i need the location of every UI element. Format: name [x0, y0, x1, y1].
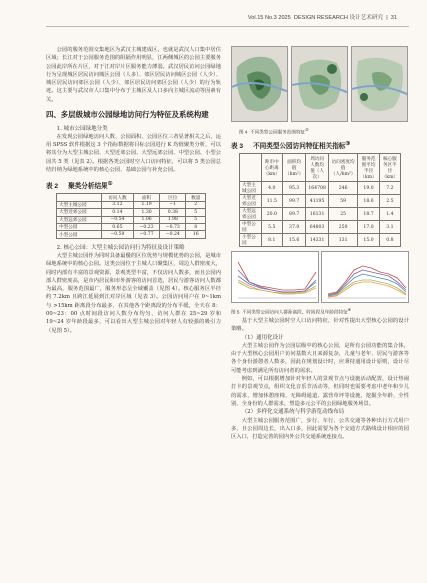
table-cell: 17.0	[358, 221, 379, 234]
paragraph: 例如，可以根据增加针对年轻人的景观节点与设施活动配置，设计热闹打卡的景观节点，组织文化音乐节活动等，但同时也需要考虑中老年和少儿的需求，增加休憩座椅、无障碍通道、露营草坪等设施，挖掘全年龄、全性别、全身份的人群需求，塑造多元公平的公园绿地服务场景。	[231, 376, 409, 407]
subsection-heading: （1）通用化设计	[241, 334, 284, 341]
table-cell: 164708	[306, 182, 329, 195]
table-cell: 3.1	[379, 221, 400, 234]
right-column	[231, 46, 409, 441]
subsection-heading: 1. 城市公园绿地分类	[56, 125, 108, 132]
left-column	[46, 46, 221, 335]
table-cell: 20.0	[261, 208, 282, 221]
table-row	[240, 195, 401, 208]
series-line	[238, 276, 316, 292]
table-cell: 2	[186, 201, 206, 208]
table-header-row	[57, 194, 206, 201]
paragraph: 大型主城公园作为公园层级中的核心公园，是所有公园功能的集合体，由于大型核心公园用户访问基数大且来源复杂，儿童与老年、居民与游客等各个身份游憩者人数多，因此在规划设计时，应秉持通用设计原则，设计尽可能考虑到满足所有访问者的需求。	[231, 342, 409, 374]
header-rule	[46, 26, 409, 27]
table-cell: 89.7	[282, 208, 305, 221]
service-area-map	[352, 47, 408, 122]
table-row	[57, 216, 206, 223]
table-cell: −0.23	[133, 223, 159, 230]
table-cell: 25	[328, 208, 357, 221]
table-header-cell: 区位	[160, 194, 186, 201]
table-cell: 8	[186, 223, 206, 230]
table-cell: 14331	[306, 234, 329, 247]
table-cell: 1.06	[133, 216, 159, 223]
table-cell: 18.6	[358, 195, 379, 208]
figure-caption: 图 5 不同类型公园访问人群距离段、时间段及年龄段特征④	[231, 308, 352, 315]
indicator-table	[239, 153, 401, 247]
map-panel	[291, 46, 348, 122]
paragraph: 基于大型主城公园时空人口访问特征，针对性提出大型核心公园的设计策略。	[231, 318, 409, 333]
table-cell: 4.0	[261, 182, 282, 195]
table-cell: 15.6	[282, 234, 305, 247]
table-cell: 大型主城公园	[57, 201, 102, 208]
table-header-cell: 访问人数	[101, 194, 133, 201]
table-cell: 7.2	[379, 182, 400, 195]
paragraph: 大型主城公园作为同时具备最優的区位优势与规模优势的公园，是城市绿地系统中的核心公园。这类公园位于主城人口聚集区，周边人群密度大，同时内部有丰富的景观资源，景观类型丰富，不仅访问人数多，而且公园内部人群密度高，是市内居民和市外游客的访问首选，居民与游客访问人数都为最高，服务范围最广，服务形态呈全域覆盖（见图 4）。核心服务区半径约 7.2km 且跨江延展到江对岸区域（见表 3）。公园访问用户在 0~1km 与 >15km 距离段分布最多，在其他各个距离段的分布平缓，全天在 8：00~23：00 点时间段访问人数分布均匀，访问人群在 25~29 岁和 19~24 岁年龄段最多，可以看出大型主城公园对年轻人有较强的吸引力（见图 5）。	[46, 253, 221, 334]
table-header-cell: 面积均值（hm²）	[282, 154, 305, 182]
table-cell: 59	[328, 195, 357, 208]
table-cell: 0.65	[101, 223, 133, 230]
table-row	[57, 223, 206, 230]
time-chart	[322, 252, 410, 304]
table-cell: 5	[186, 209, 206, 216]
table-row	[57, 231, 206, 238]
table-cell: 小型公园	[240, 234, 262, 247]
table-row	[57, 209, 206, 216]
table-caption: 表 2 聚类分析结果①	[46, 181, 113, 191]
table-cell: 19.0	[358, 182, 379, 195]
table-cell: 1.19	[133, 201, 159, 208]
distance-chart	[232, 252, 320, 304]
table-cell: 18.7	[358, 208, 379, 221]
table-cell: 3.12	[101, 201, 133, 208]
table-cell: 131	[328, 234, 357, 247]
table-cell: 95.3	[282, 182, 305, 195]
table-cell: 15.0	[358, 234, 379, 247]
table-row	[240, 208, 401, 221]
table-header-cell: 核心服务区半径（km）	[379, 154, 400, 182]
table-row	[240, 221, 401, 234]
service-area-map	[232, 47, 288, 122]
paragraph: 大型主城公园服务范围广，步行、车行、公共交通等各种出行方式用户多，且公园周边长，出入口多，因此需要为各个交通方式路线设计相应的园区入口，打造完善的园内外公共交通系统连接点。	[231, 417, 409, 441]
running-header: Vol.15 No.3 2025 DESIGN RESEARCH 设计艺术研究 | 31	[247, 15, 397, 21]
table-cell: 0.8	[379, 234, 400, 247]
table-cell: 16131	[306, 208, 329, 221]
table-cell: 8.1	[261, 234, 282, 247]
subsection-heading: 2. 核心公园：大型主城公园访问行为特征及设计策略	[56, 244, 185, 251]
table-cell: 大型主城公园	[240, 182, 262, 195]
volume-label: Vol.15 No.3 2025	[247, 15, 291, 21]
table-cell: 1.98	[160, 216, 186, 223]
table-cell: 246	[328, 182, 357, 195]
table-cell: −0.24	[160, 231, 186, 238]
table-header-cell: 周访问人数均值（人次）	[306, 154, 329, 182]
page-header	[0, 0, 427, 36]
table-header-cell: 面积	[133, 194, 159, 201]
table-header-cell: 服务范围平均半径（km）	[358, 154, 379, 182]
table-cell: −1	[160, 201, 186, 208]
figure-4	[231, 46, 409, 134]
table-cell: −0.59	[101, 231, 133, 238]
table-header-cell: 访问密度均值（人/hm²）	[328, 154, 357, 182]
table-row	[240, 182, 401, 195]
table-cell: 中型公园	[240, 221, 262, 234]
table-cell: 11.5	[261, 195, 282, 208]
cluster-table	[56, 193, 206, 238]
section-heading: 四、多层级城市公园绿地访问行为特征及系统构建	[46, 110, 209, 120]
figure-caption: 图 4 不同类型公园服务范围特征②	[239, 128, 309, 135]
table-cell: 0.38	[160, 209, 186, 216]
table-cell: 5.5	[261, 221, 282, 234]
service-area-map	[292, 47, 348, 122]
table-cell: 大型近郊公园	[240, 195, 262, 208]
subsection-heading: （2）多样化交通系统与科学游览动线布局	[241, 409, 345, 416]
table-header-cell: 距市中心距离（km）	[261, 154, 282, 182]
table-cell: −0.77	[133, 231, 159, 238]
table-cell: 1.4	[379, 208, 400, 221]
map-panel	[231, 46, 288, 122]
table-cell: 大型近郊公园	[57, 209, 102, 216]
page-number: 31	[390, 15, 397, 21]
table-header-cell: 数量	[186, 194, 206, 201]
journal-name: DESIGN RESEARCH 设计艺术研究	[293, 15, 384, 21]
paragraph: 在发现公园绿地访问人数、公园面积、公园区位三者显著相关之后，运用 SPSS 软件根据这 3 个指标数据将目标公园进行 K 均值聚类分析，可以将其分为大型主城公园、大型近郊公园、大型远郊公园、中型公园、小型公园共 5 类（见表 2）。根据各类公园时空人口访问特征，可以将 5 类公园总结归纳为绿地系统中的核心公园、基础公园与补充公园。	[46, 133, 221, 174]
table-cell: −0.54	[101, 216, 133, 223]
table-cell: 64803	[306, 221, 329, 234]
table-header-row	[240, 154, 401, 182]
table-row	[57, 201, 206, 208]
table-caption: 表 3 不同类型公园访问特征相关指标③	[231, 140, 351, 150]
table-cell: 250	[328, 221, 357, 234]
table-cell: 2.5	[379, 195, 400, 208]
chart-panel	[321, 251, 409, 303]
table-header-cell	[57, 194, 102, 201]
table-cell: 5	[186, 216, 206, 223]
figure-5	[231, 251, 409, 315]
paragraph: 公园的服务范围交集地区为武汉主城建成区，也就是武汉人口集中居住区域；长江对于公园服务范围的阻隔作用明显，江两侧城区的公园主要服务公园此岸所在片区，对于江对岸片区服务能力薄弱。武汉居民访问公园绿地行为呈现城区居民访问城区公园（人多）、郊区居民访问城区公园（人少）、城区居民访问郊区公园（人少）、郊区居民访问郊区公园（人少）的行为轨迹。这主要与武汉市人口集中分布于主城区及人口多向主城区流动等因素有关。	[46, 47, 221, 103]
table-cell: 99.7	[282, 195, 305, 208]
table-cell: 0.14	[101, 209, 133, 216]
table-cell: 小型公园	[57, 231, 102, 238]
table-header-cell	[240, 154, 262, 182]
table-cell: 16	[186, 231, 206, 238]
table-cell: 1.30	[133, 209, 159, 216]
table-cell: 37.0	[282, 221, 305, 234]
table-cell: 中型公园	[57, 223, 102, 230]
table-row	[240, 234, 401, 247]
table-cell: −0.73	[160, 223, 186, 230]
table-cell: 大型远郊公园	[57, 216, 102, 223]
table-cell: 41195	[306, 195, 329, 208]
map-panel	[351, 46, 408, 122]
table-cell: 大型远郊公园	[240, 208, 262, 221]
chart-panel	[231, 251, 319, 303]
